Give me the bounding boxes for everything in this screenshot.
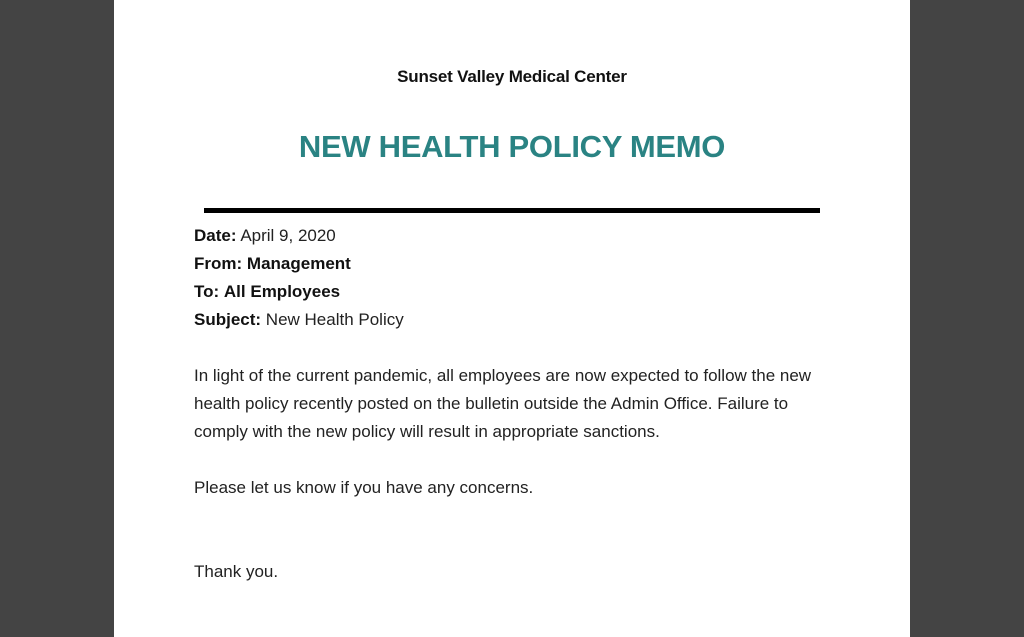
title-divider (204, 208, 820, 213)
date-label: Date: (194, 226, 237, 245)
date-value: April 9, 2020 (240, 226, 336, 245)
to-line (194, 278, 834, 306)
subject-value: New Health Policy (265, 310, 404, 329)
subject-line (194, 306, 834, 334)
to-value: All Employees (223, 282, 341, 301)
body-paragraph-2: Please let us know if you have any concerns. (194, 478, 534, 497)
organization-name: Sunset Valley Medical Center (397, 67, 627, 86)
to-label: To: (194, 282, 220, 301)
from-line (194, 250, 834, 278)
memo-title: NEW HEALTH POLICY MEMO (298, 129, 726, 164)
body-paragraph-1: In light of the current pandemic, all employees are now expected to follow the new health policy recently posted on the bulletin outside the Admin Office. Failure to comply with the new policy will result in appropriate sanctions. (194, 366, 812, 441)
from-label: From: (194, 254, 243, 273)
date-line (194, 222, 834, 250)
closing-text: Thank you. (194, 562, 279, 581)
from-value: Management (246, 254, 351, 273)
subject-label: Subject: (194, 310, 262, 329)
memo-page (114, 0, 910, 637)
memo-header (194, 222, 834, 334)
